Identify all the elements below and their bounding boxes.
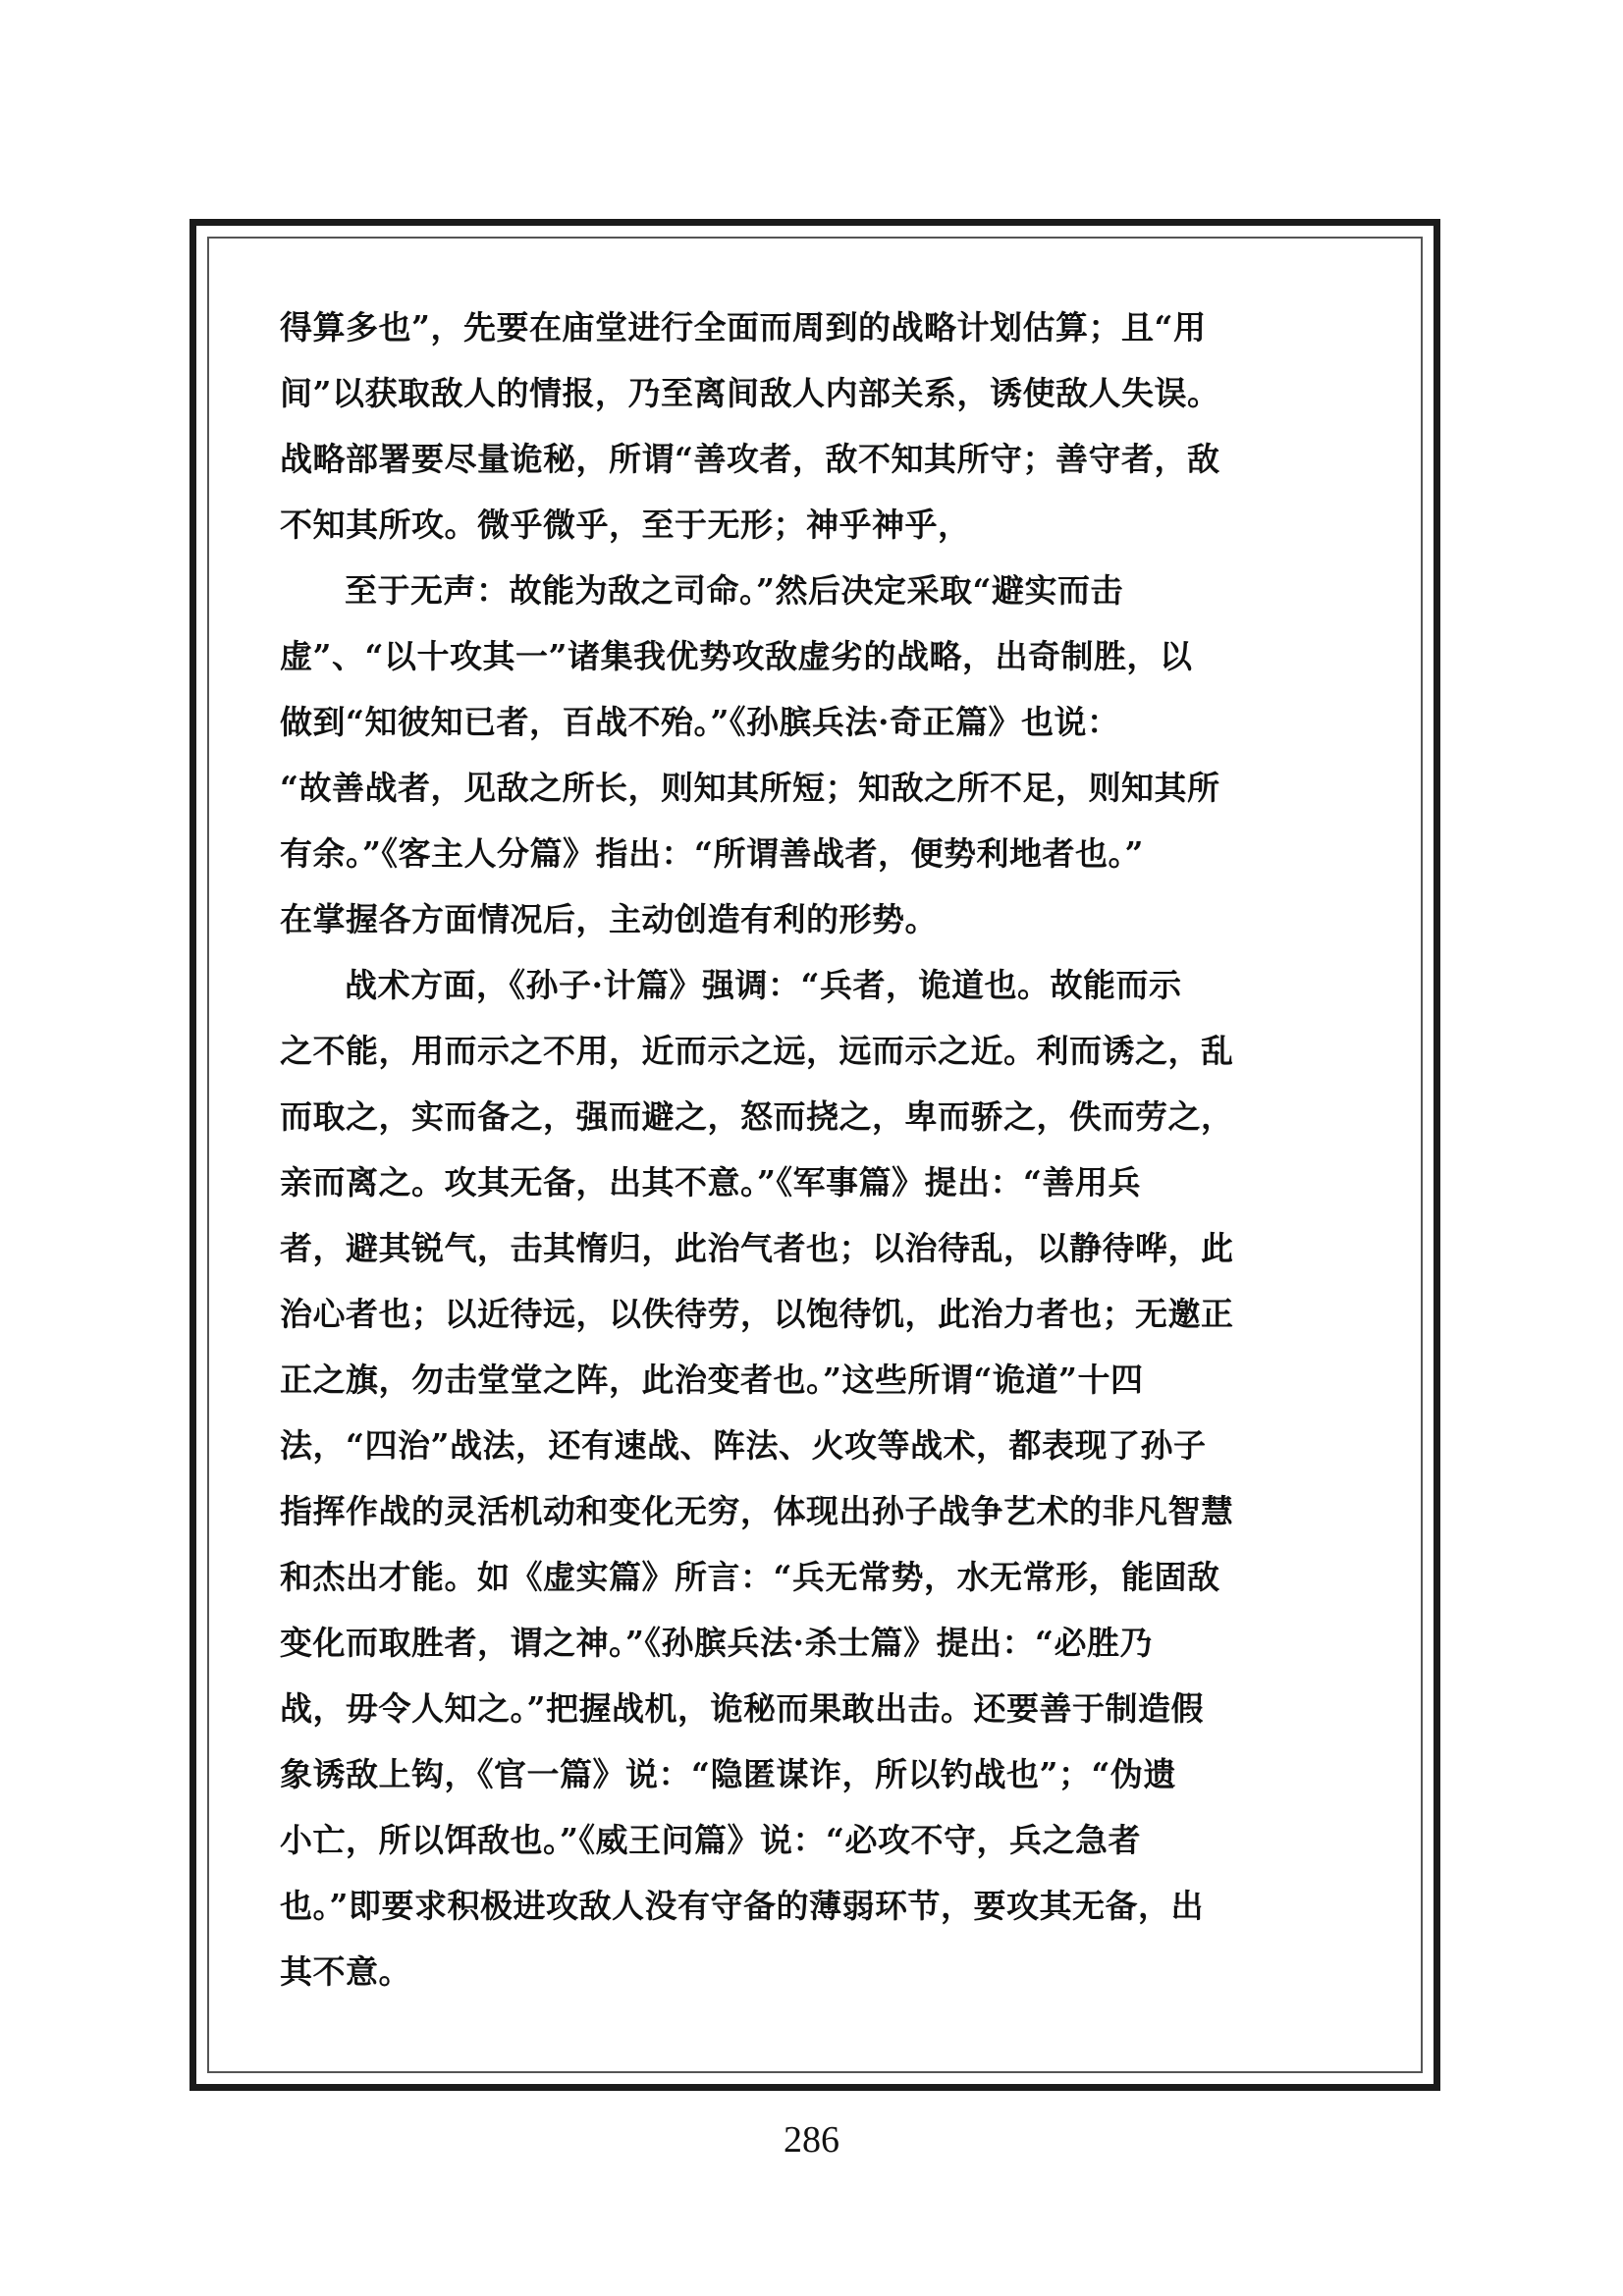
text-line: 也。”即要求积极进攻敌人没有守备的薄弱环节，要攻其无备，出: [280, 1887, 1204, 1925]
text-line: 治心者也；以近待远，以佚待劳，以饱待饥，此治力者也；无邀正: [280, 1295, 1234, 1333]
text-line: 法，“四治”战法，还有速战、阵法、火攻等战术，都表现了孙子: [280, 1426, 1207, 1465]
text-line: 战术方面，《孙子·计篇》强调：“兵者，诡道也。故能而示: [345, 966, 1182, 1004]
text-line: 在掌握各方面情况后，主动创造有利的形势。: [280, 900, 938, 938]
text-line: 变化而取胜者，谓之神。”《孙膑兵法·杀士篇》提出：“必胜乃: [280, 1624, 1153, 1662]
text-line: 战略部署要尽量诡秘，所谓“善攻者，敌不知其所守；善守者，敌: [280, 440, 1220, 478]
text-line: 有余。”《客主人分篇》指出：“所谓善战者，便势利地者也。”: [280, 834, 1144, 873]
text-line: “故善战者，见敌之所长，则知其所短；知敌之所不足，则知其所: [280, 769, 1220, 807]
text-line: 象诱敌上钩，《官一篇》说：“隐匿谋诈，所以钓战也”；“伪遗: [280, 1755, 1176, 1793]
text-line: 不知其所攻。微乎微乎，至于无形；神乎神乎，: [280, 506, 971, 544]
text-line: 做到“知彼知已者，百战不殆。”《孙膑兵法·奇正篇》也说：: [280, 703, 1120, 741]
text-line: 者，避其锐气，击其惰归，此治气者也；以治待乱，以静待哗，此: [280, 1229, 1234, 1267]
text-line: 亲而离之。攻其无备，出其不意。”《军事篇》提出：“善用兵: [280, 1163, 1141, 1201]
text-line: 正之旗，勿击堂堂之阵，此治变者也。”这些所谓“诡道”十四: [280, 1361, 1144, 1399]
text-line: 和杰出才能。如《虚实篇》所言：“兵无常势，水无常形，能固敌: [280, 1558, 1220, 1596]
text-line: 至于无声：故能为敌之司命。”然后决定采取“避实而击: [345, 571, 1123, 610]
text-line: 间”以获取敌人的情报，乃至离间敌人内部关系，诱使敌人失误。: [280, 374, 1220, 412]
body-text: [280, 294, 1350, 2004]
text-line: 得算多也”，先要在庙堂进行全面而周到的战略计划估算；且“用: [280, 308, 1207, 347]
text-line: 小亡，所以饵敌也。”《威王问篇》说：“必攻不守，兵之急者: [280, 1821, 1141, 1859]
text-line: 指挥作战的灵活机动和变化无穷，体现出孙子战争艺术的非凡智慧: [280, 1492, 1234, 1530]
page-number: 286: [784, 2119, 839, 2161]
text-line: 之不能，用而示之不用，近而示之远，远而示之近。利而诱之，乱: [280, 1032, 1234, 1070]
text-line: 战，毋令人知之。”把握战机，诡秘而果敢出击。还要善于制造假: [280, 1689, 1204, 1728]
text-line: 而取之，实而备之，强而避之，怒而挠之，卑而骄之，佚而劳之，: [280, 1097, 1234, 1136]
text-line: 虚”、“以十攻其一”诸集我优势攻敌虚劣的战略，出奇制胜，以: [280, 637, 1193, 675]
text-line: 其不意。: [280, 1952, 411, 1991]
